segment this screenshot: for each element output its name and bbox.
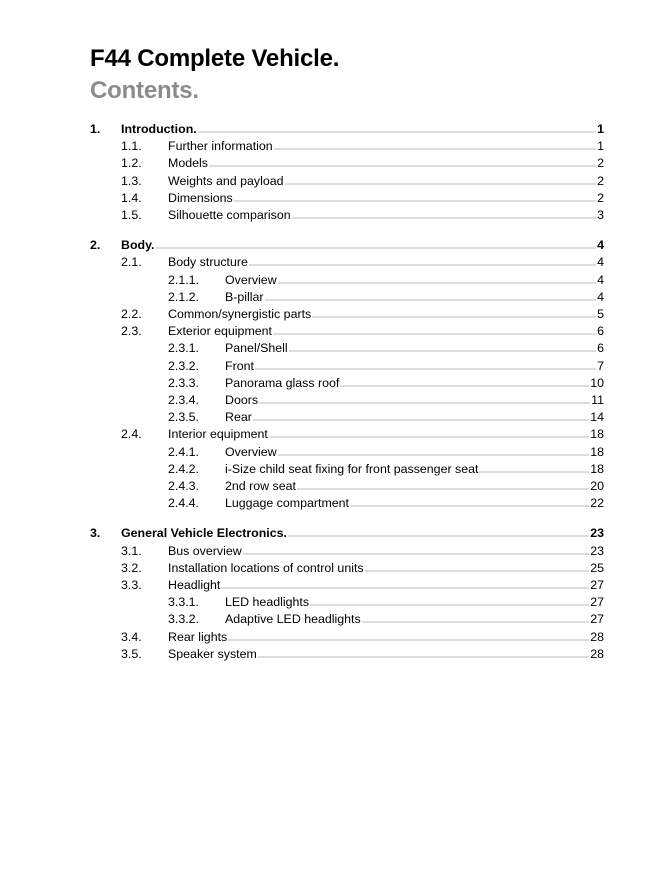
toc-entry[interactable]	[0, 190, 662, 207]
toc-entry-number: 2.4.1.	[168, 444, 200, 459]
toc-entry[interactable]	[0, 577, 662, 594]
toc-entry-label: Doors	[225, 393, 259, 407]
dot-leader	[340, 376, 589, 387]
toc-entry-label: Body.	[121, 238, 155, 253]
toc-entry-label: Further information	[168, 139, 273, 154]
toc-entry[interactable]	[0, 461, 662, 478]
toc-entry-number: 1.3.	[121, 173, 142, 188]
toc-entry-line	[168, 543, 604, 560]
toc-entry[interactable]	[0, 254, 662, 271]
toc-entry-page-number: 6	[597, 324, 604, 339]
toc-entry-line	[225, 272, 604, 289]
toc-entry-page-number: 18	[590, 444, 604, 459]
toc-entry-number: 2.2.	[121, 307, 142, 321]
toc-entry-number: 3.1.	[121, 543, 142, 558]
toc-entry-label: Rear	[225, 410, 252, 425]
toc-entry-number: 2.4.	[121, 427, 142, 442]
toc-entry[interactable]	[0, 173, 662, 190]
toc-entry-page-number: 23	[590, 543, 604, 558]
toc-entry-number: 3.3.1.	[168, 595, 200, 610]
toc-entry-number: 2.3.2.	[168, 358, 200, 373]
toc-entry-label: Models	[168, 156, 208, 171]
toc-entry-line	[225, 340, 604, 357]
toc-entry-line	[225, 444, 604, 461]
toc-entry-label: Weights and payload	[168, 173, 284, 188]
toc-entry-page-number: 18	[590, 461, 604, 476]
toc-entry[interactable]	[0, 426, 662, 443]
toc-entry-page-number: 27	[590, 612, 604, 627]
toc-entry-number: 3.3.	[121, 578, 142, 592]
toc-entry-page-number: 7	[597, 358, 604, 373]
toc-entry-label: Introduction.	[121, 122, 197, 136]
toc-entry-line	[168, 138, 604, 155]
dot-leader	[259, 393, 590, 404]
toc-entry-line	[225, 392, 604, 409]
toc-entry-line	[225, 375, 604, 392]
toc-entry[interactable]	[0, 358, 662, 375]
toc-entry-number: 3.2.	[121, 560, 142, 575]
toc-entry-label: Panel/Shell	[225, 341, 288, 356]
toc-entry-line	[121, 237, 604, 254]
dot-leader	[255, 359, 596, 370]
dot-leader	[289, 341, 596, 352]
toc-entry-page-number: 18	[590, 427, 604, 442]
toc-entry-page-number: 11	[591, 393, 604, 407]
toc-entry-line	[121, 121, 604, 138]
toc-entry-line	[225, 409, 604, 426]
toc-entry-number: 2.1.1.	[168, 272, 200, 287]
toc-entry-label: Speaker system	[168, 646, 257, 661]
dot-leader	[243, 544, 590, 555]
dot-leader	[249, 255, 596, 266]
toc-entry-page-number: 6	[597, 341, 604, 356]
toc-entry-number: 1.1.	[121, 139, 142, 154]
toc-entry[interactable]	[0, 340, 662, 357]
toc-entry[interactable]	[0, 155, 662, 172]
toc-entry-line	[168, 646, 604, 663]
toc-entry-page-number: 4	[597, 272, 604, 287]
toc-entry-line	[168, 190, 604, 207]
toc-entry-label: Adaptive LED headlights	[225, 612, 361, 627]
dot-leader	[269, 427, 589, 438]
toc-entry-page-number: 22	[590, 496, 604, 511]
toc-entry-line	[225, 611, 604, 628]
toc-entry[interactable]	[0, 289, 662, 306]
toc-entry-page-number: 2	[597, 173, 604, 188]
toc-entry-line	[168, 306, 604, 323]
dot-leader	[350, 496, 589, 507]
toc-entry-label: Installation locations of control units	[168, 560, 364, 575]
toc-entry[interactable]	[0, 560, 662, 577]
toc-entry-label: i-Size child seat fixing for front passenger seat	[225, 461, 479, 476]
dot-leader	[278, 273, 596, 284]
toc-entry-page-number: 5	[597, 307, 604, 321]
dot-leader	[274, 139, 596, 150]
toc-entry-page-number: 28	[590, 646, 604, 661]
toc-entry-line	[168, 577, 604, 594]
toc-entry-line	[168, 323, 604, 340]
toc-entry-label: LED headlights	[225, 595, 310, 610]
toc-entry[interactable]	[0, 409, 662, 426]
toc-entry-page-number: 25	[590, 560, 604, 575]
toc-entry[interactable]	[0, 646, 662, 663]
toc-entry-number: 1.2.	[121, 156, 142, 171]
toc-entry-page-number: 2	[597, 156, 604, 171]
dot-leader	[253, 410, 589, 421]
toc-entry-page-number: 1	[597, 139, 604, 154]
toc-entry-number: 2.1.	[121, 255, 142, 270]
toc-entry[interactable]	[0, 272, 662, 289]
toc-entry[interactable]	[0, 543, 662, 560]
toc-entry-page-number: 1	[597, 122, 604, 136]
toc-entry-page-number: 27	[590, 595, 604, 610]
dot-leader	[228, 630, 589, 641]
toc-entry[interactable]	[0, 444, 662, 461]
toc-entry-line	[225, 358, 604, 375]
toc-entry-number: 3.5.	[121, 646, 142, 661]
toc-entry-line	[168, 254, 604, 271]
toc-entry-label: Interior equipment	[168, 427, 268, 442]
dot-leader	[198, 122, 596, 133]
toc-entry-page-number: 4	[597, 289, 604, 304]
toc-entry-label: Rear lights	[168, 629, 228, 644]
toc-entry-page-number: 20	[590, 479, 604, 493]
toc-entry-page-number: 3	[597, 208, 604, 222]
dot-leader	[310, 595, 589, 606]
toc-entry-line	[225, 594, 604, 611]
toc-entry-page-number: 10	[590, 375, 604, 390]
dot-leader	[297, 479, 589, 490]
toc-entry-line	[225, 495, 604, 512]
toc-entry-number: 2.4.2.	[168, 461, 200, 476]
dot-leader	[288, 526, 589, 537]
dot-leader	[234, 191, 596, 202]
dot-leader	[292, 208, 596, 219]
toc-entry[interactable]	[0, 121, 662, 138]
toc-entry-label: Dimensions	[168, 190, 233, 205]
toc-entry-line	[168, 560, 604, 577]
toc-entry-label: Exterior equipment	[168, 324, 272, 339]
dot-leader	[362, 612, 590, 623]
dot-leader	[209, 156, 596, 167]
toc-entry-label: Bus overview	[168, 543, 242, 558]
toc-entry-page-number: 23	[590, 526, 604, 541]
toc-entry-page-number: 2	[597, 190, 604, 205]
toc-entry-label: B-pillar	[225, 289, 264, 304]
toc-entry-label: Front	[225, 358, 254, 373]
toc-entry-page-number: 14	[590, 410, 604, 425]
toc-entry-number: 2.4.4.	[168, 496, 200, 511]
toc-entry-number: 2.	[90, 238, 101, 253]
toc-entry-number: 1.	[90, 122, 101, 136]
toc-entry-label: Common/synergistic parts	[168, 307, 312, 321]
toc-entry[interactable]	[0, 306, 662, 323]
toc-entry-line	[225, 289, 604, 306]
document-title: F44 Complete Vehicle.	[90, 45, 340, 72]
toc-entry-number: 2.3.3.	[168, 375, 200, 390]
dot-leader	[479, 462, 589, 473]
toc-entry-line	[168, 173, 604, 190]
toc-entry[interactable]	[0, 207, 662, 224]
toc-entry-number: 2.1.2.	[168, 289, 200, 304]
toc-entry-number: 2.3.5.	[168, 410, 200, 425]
toc-entry[interactable]	[0, 478, 662, 495]
toc-entry-page-number: 28	[590, 629, 604, 644]
toc-entry[interactable]	[0, 237, 662, 254]
toc-entry-label: General Vehicle Electronics.	[121, 526, 287, 541]
dot-leader	[285, 174, 597, 185]
toc-entry-line	[225, 478, 604, 495]
toc-entry-line	[168, 207, 604, 224]
toc-entry[interactable]	[0, 594, 662, 611]
toc-entry-number: 1.4.	[121, 190, 142, 205]
toc-entry[interactable]	[0, 323, 662, 340]
dot-leader	[258, 647, 589, 658]
toc-entry-label: Overview	[225, 444, 277, 459]
toc-entry-label: Headlight	[168, 578, 221, 592]
dot-leader	[265, 290, 597, 301]
dot-leader	[312, 307, 596, 318]
toc-entry-page-number: 4	[597, 255, 604, 270]
toc-entry[interactable]	[0, 375, 662, 392]
toc-entry[interactable]	[0, 525, 662, 542]
toc-entry-label: 2nd row seat	[225, 479, 296, 493]
toc-entry-label: Panorama glass roof	[225, 375, 340, 390]
toc-entry[interactable]	[0, 138, 662, 155]
dot-leader	[273, 324, 596, 335]
toc-entry[interactable]	[0, 495, 662, 512]
toc-entry-line	[168, 155, 604, 172]
contents-heading: Contents.	[90, 77, 199, 104]
toc-entry-number: 2.3.	[121, 324, 142, 339]
toc-entry-line	[121, 525, 604, 542]
toc-entry[interactable]	[0, 611, 662, 628]
toc-entry-number: 1.5.	[121, 208, 142, 222]
toc-entry-number: 3.	[90, 526, 101, 541]
toc-entry-page-number: 27	[590, 578, 604, 592]
toc-entry-number: 2.3.1.	[168, 341, 200, 356]
toc-entry-label: Silhouette comparison	[168, 208, 291, 222]
toc-entry-number: 2.4.3.	[168, 479, 200, 493]
toc-entry-label: Body structure	[168, 255, 248, 270]
toc-entry[interactable]	[0, 629, 662, 646]
toc-entry-label: Overview	[225, 272, 277, 287]
toc-entry-line	[225, 461, 604, 478]
toc-entry-number: 3.3.2.	[168, 612, 200, 627]
toc-entry-number: 2.3.4.	[168, 393, 200, 407]
dot-leader	[365, 561, 590, 572]
toc-entry-number: 3.4.	[121, 629, 142, 644]
dot-leader	[156, 238, 597, 249]
toc-entry-label: Luggage compartment	[225, 496, 349, 511]
toc-entry[interactable]	[0, 392, 662, 409]
dot-leader	[278, 445, 590, 456]
toc-entry-line	[168, 629, 604, 646]
toc-entry-page-number: 4	[597, 238, 604, 253]
toc-entry-line	[168, 426, 604, 443]
dot-leader	[221, 578, 589, 589]
